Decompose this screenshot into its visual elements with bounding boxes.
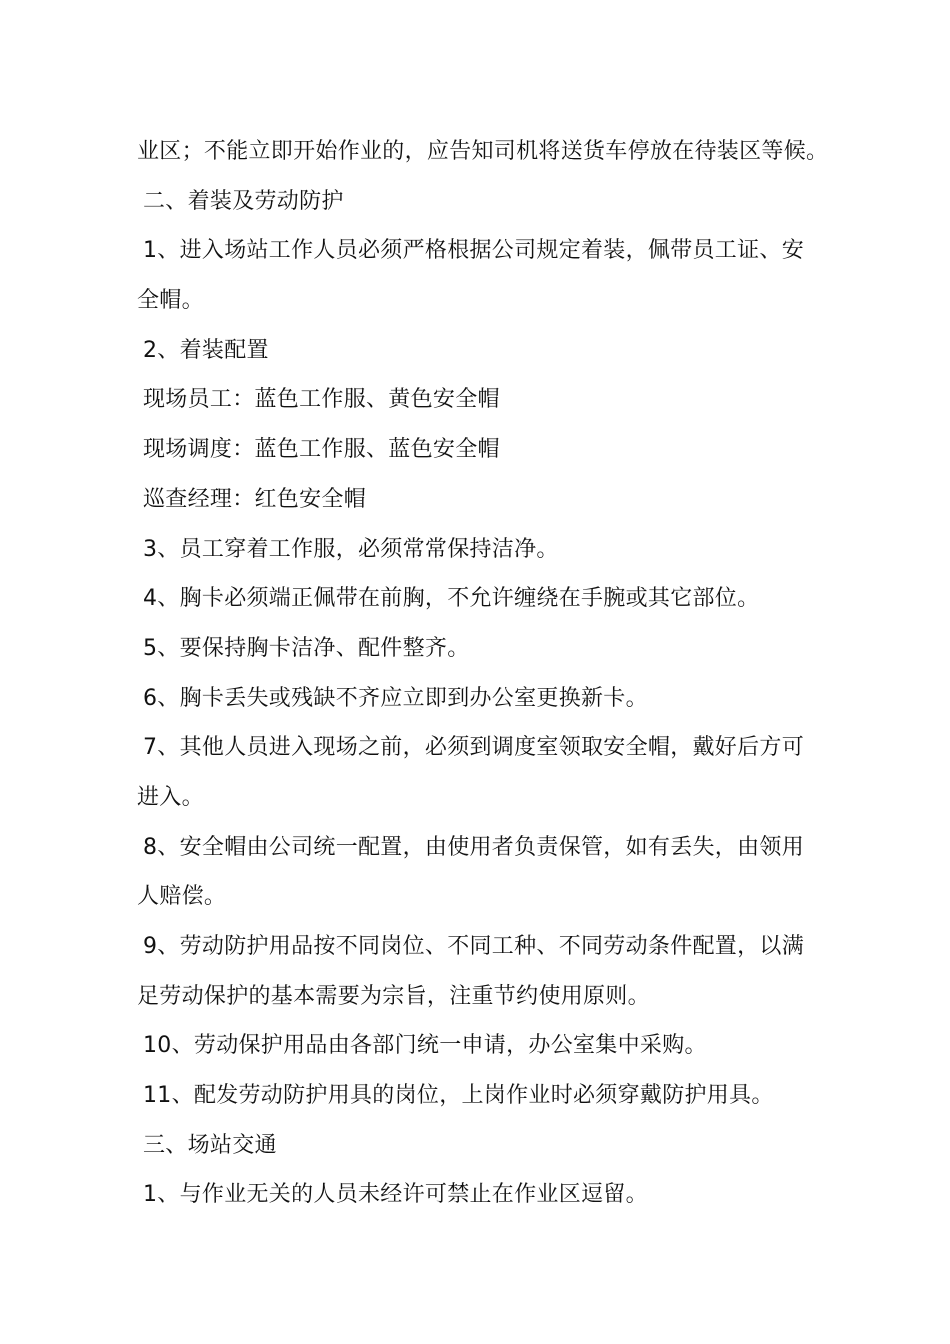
section-heading: 三、场站交通 (143, 1132, 277, 1158)
paragraph-line: 1、进入场站工作人员必须严格根据公司规定着装，佩带员工证、安 (143, 238, 804, 264)
paragraph-line: 5、要保持胸卡洁净、配件整齐。 (143, 635, 470, 661)
paragraph-line: 进入。 (137, 784, 204, 810)
section-heading: 二、着装及劳动防护 (143, 188, 344, 214)
paragraph-line: 10、劳动保护用品由各部门统一申请，办公室集中采购。 (143, 1033, 707, 1059)
paragraph-line: 全帽。 (137, 288, 204, 314)
paragraph-line: 人赔偿。 (137, 884, 227, 910)
paragraph-line: 3、员工穿着工作服，必须常常保持洁净。 (143, 536, 559, 562)
paragraph-line: 巡查经理：红色安全帽 (143, 486, 367, 512)
paragraph-line: 业区；不能立即开始作业的，应告知司机将送货车停放在待装区等候。 (137, 139, 829, 164)
paragraph-line: 现场调度：蓝色工作服、蓝色安全帽 (143, 437, 500, 463)
document-body (137, 127, 827, 1220)
paragraph-line: 6、胸卡丢失或残缺不齐应立即到办公室更换新卡。 (143, 685, 648, 711)
paragraph-line: 9、劳动防护用品按不同岗位、不同工种、不同劳动条件配置，以满 (143, 934, 804, 959)
paragraph-line: 11、配发劳动防护用具的岗位，上岗作业时必须穿戴防护用具。 (143, 1083, 774, 1109)
paragraph-line: 7、其他人员进入现场之前，必须到调度室领取安全帽，戴好后方可 (143, 735, 804, 761)
paragraph-line: 4、胸卡必须端正佩带在前胸，不允许缠绕在手腕或其它部位。 (143, 586, 760, 612)
paragraph-line: 2、着装配置 (143, 337, 269, 363)
paragraph-line: 现场员工：蓝色工作服、黄色安全帽 (143, 387, 500, 413)
paragraph-line: 8、安全帽由公司统一配置，由使用者负责保管，如有丢失，由领用 (143, 834, 804, 860)
paragraph-line: 1、与作业无关的人员未经许可禁止在作业区逗留。 (143, 1182, 648, 1208)
paragraph-line: 足劳动保护的基本需要为宗旨，注重节约使用原则。 (137, 983, 650, 1009)
